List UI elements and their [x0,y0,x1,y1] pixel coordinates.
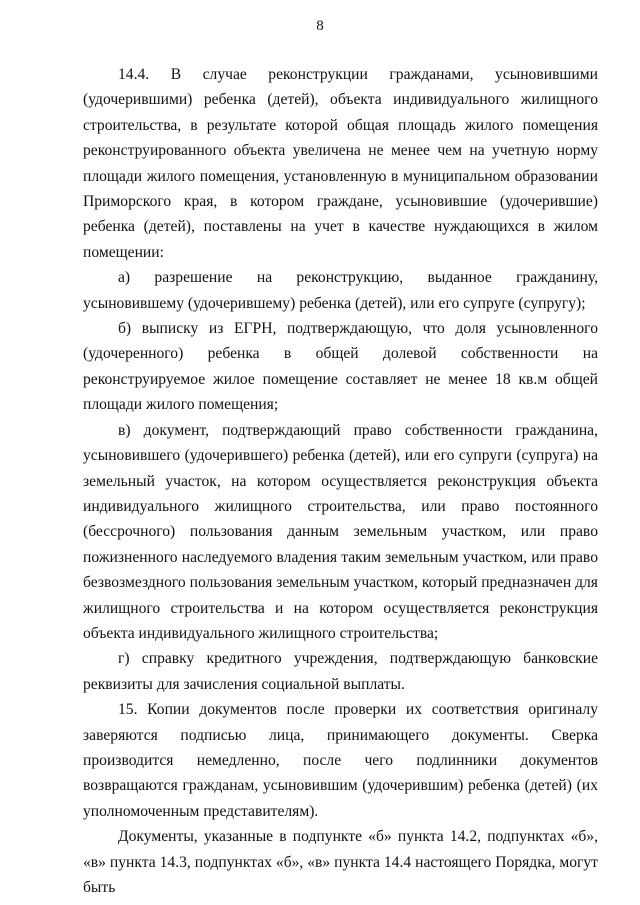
paragraph-item-a: а) разрешение на реконструкцию, выданное гражданину, усыновившему (удочерившему) ребенка (детей), или его супруге (супругу); [83,269,598,312]
paragraph-15: 15. Копии документов после проверки их соответствия оригиналу заверяются подписью лица, принимающего документы. Сверка производится немедленно, после чего подлинники документов возвращаются гражданам, усыновившим (удочерившим) ребенка (детей) (их уполномоченным представителям). [83,701,598,820]
document-body [83,62,598,900]
paragraph-documents-note: Документы, указанные в подпункте «б» пункта 14.2, подпунктах «б», «в» пункта 14.3, подпунктах «б», «в» пункта 14.4 настоящего Порядка, могут быть [83,828,598,896]
paragraph-item-v: в) документ, подтверждающий право собственности гражданина, усыновившего (удочерившего) ребенка (детей), или его супруги (супруга) на земельный участок, на котором осуществляется реконструкция объекта индивидуального жилищного строительства, или право постоянного (бессрочного) пользования данным земельным участком, или право пожизненного наследуемого владения таким земельным участком, или право безвозмездного пользования земельным участком, который предназначен для жилищного строительства и на котором осуществляется реконструкция объекта индивидуального жилищного строительства; [83,421,598,642]
page-number: 8 [316,18,324,34]
paragraph-item-b: б) выписку из ЕГРН, подтверждающую, что доля усыновленного (удочеренного) ребенка в общей долевой собственности на реконструируемое жилое помещение составляет не менее 18 кв.м общей площади жилого помещения; [83,320,598,414]
paragraph-item-g: г) справку кредитного учреждения, подтверждающую банковские реквизиты для зачисления социальной выплаты. [83,650,598,693]
paragraph-14-4: 14.4. В случае реконструкции гражданами, усыновившими (удочерившими) ребенка (детей), объекта индивидуального жилищного строительства, в результате которой общая площадь жилого помещения реконструированного объекта увеличена не менее чем на учетную норму площади жилого помещения, установленную в муниципальном образовании Приморского края, в котором граждане, усыновившие (удочерившие) ребенка (детей), поставлены на учет в качестве нуждающихся в жилом помещении: [83,66,598,261]
